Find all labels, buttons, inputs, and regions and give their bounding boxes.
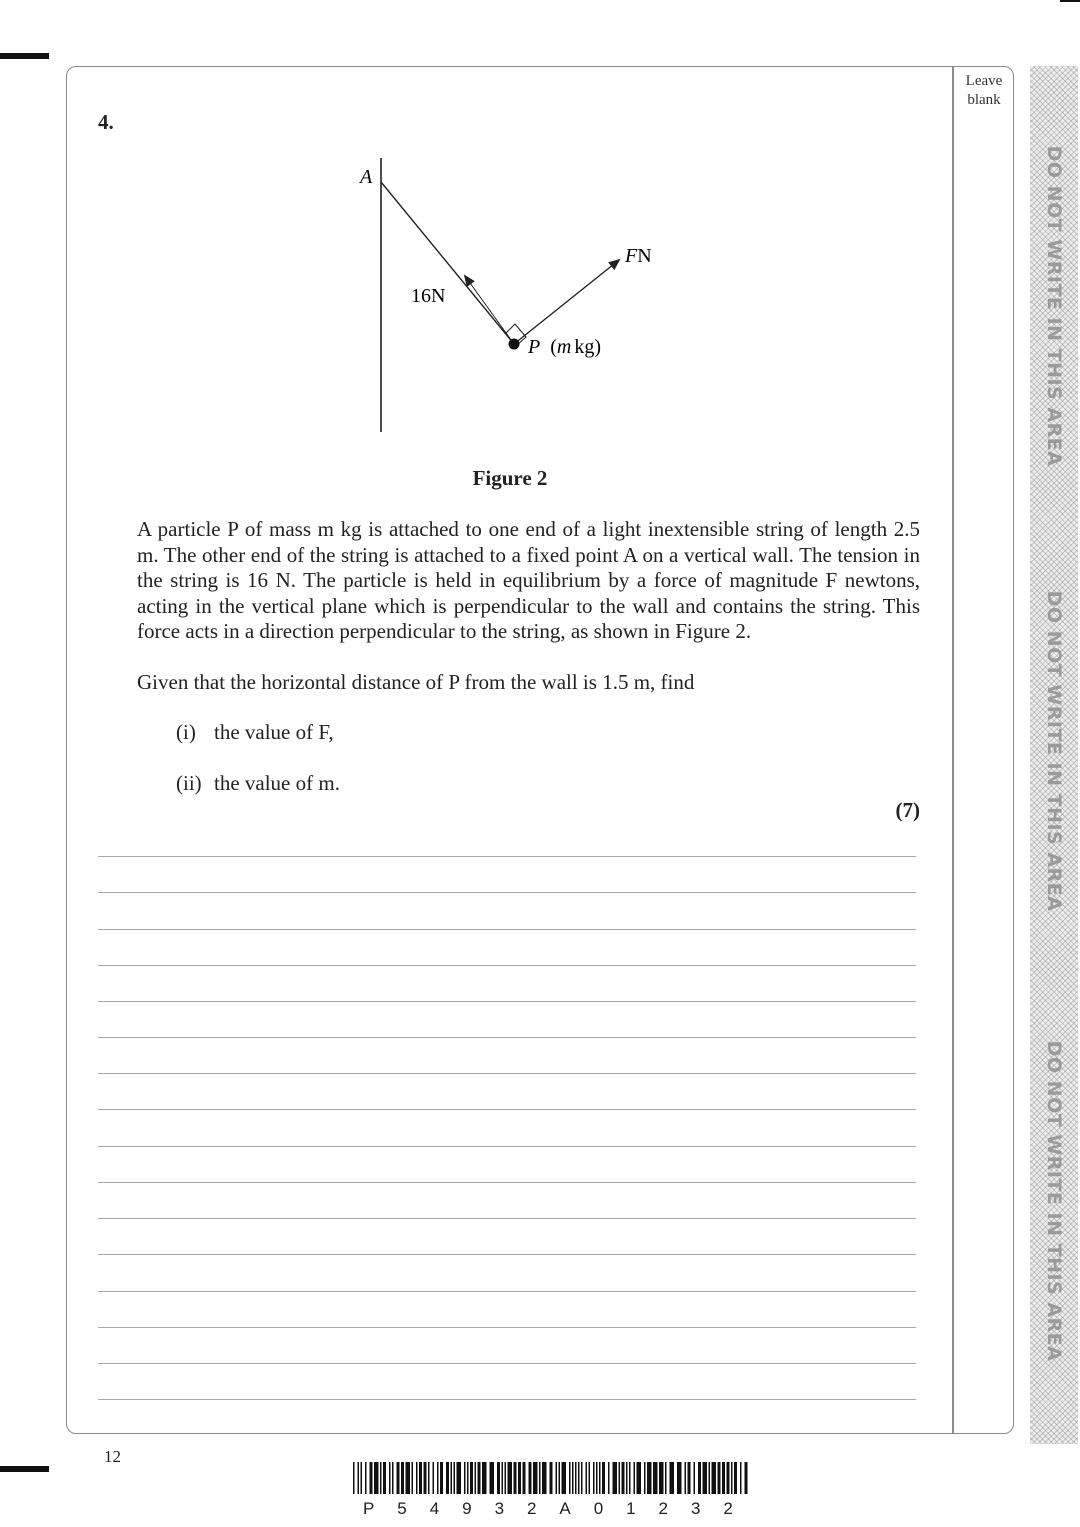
barcode-bar — [529, 1462, 532, 1494]
barcode-bar — [599, 1462, 601, 1494]
barcode-bar — [727, 1462, 730, 1494]
answer-line[interactable] — [98, 1291, 916, 1292]
barcode-bar — [497, 1462, 500, 1494]
barcode-char: 4 — [429, 1499, 440, 1518]
answer-line[interactable] — [98, 1254, 916, 1255]
barcode-bar — [647, 1462, 652, 1494]
barcode-bar — [622, 1462, 625, 1494]
part-ii-text: the value of m. — [214, 771, 340, 795]
barcode — [353, 1462, 753, 1494]
barcode-char: A — [559, 1499, 571, 1518]
barcode-bar — [401, 1462, 404, 1494]
answer-line[interactable] — [98, 1399, 916, 1400]
barcode-bar — [361, 1462, 363, 1494]
label-point-a: A — [360, 166, 373, 188]
tension-arrow — [465, 276, 514, 344]
barcode-bar — [482, 1462, 487, 1494]
question-instruction: Given that the horizontal distance of P from the wall is 1.5 m, find — [137, 670, 695, 694]
answer-line[interactable] — [98, 1218, 916, 1219]
barcode-bar — [694, 1462, 696, 1494]
leave-blank-line1: Leave — [965, 73, 1003, 89]
barcode-bar — [626, 1462, 628, 1494]
barcode-bar — [685, 1462, 687, 1494]
barcode-char: 2 — [526, 1499, 537, 1518]
barcode-bar — [593, 1462, 595, 1494]
barcode-char: 0 — [593, 1499, 604, 1518]
label-tension: 16N — [411, 285, 446, 307]
barcode-bar — [556, 1462, 558, 1494]
barcode-bar — [353, 1462, 355, 1494]
barcode-bar — [745, 1462, 748, 1494]
barcode-bar — [731, 1462, 733, 1494]
barcode-char: 3 — [494, 1499, 505, 1518]
barcode-bar — [637, 1462, 642, 1494]
barcode-bar — [539, 1462, 541, 1494]
barcode-bar — [424, 1462, 427, 1494]
barcode-bar — [718, 1462, 721, 1494]
answer-line[interactable] — [98, 1182, 916, 1183]
barcode-bar — [502, 1462, 504, 1494]
barcode-char: P — [363, 1499, 375, 1518]
barcode-bar — [392, 1462, 394, 1494]
barcode-bar — [572, 1462, 574, 1494]
answer-line[interactable] — [98, 1327, 916, 1328]
barcode-bar — [634, 1462, 636, 1494]
question-number: 4. — [98, 110, 114, 134]
barcode-bar — [416, 1462, 418, 1494]
force-arrow — [514, 260, 619, 344]
barcode-bar — [559, 1462, 561, 1494]
barcode-bar — [562, 1462, 567, 1494]
barcode-bar — [653, 1462, 658, 1494]
barcode-bar — [629, 1462, 631, 1494]
answer-line[interactable] — [98, 929, 916, 930]
registration-mark-top-left — [0, 53, 49, 59]
marks-total: (7) — [895, 798, 920, 822]
barcode-bar — [703, 1462, 708, 1494]
barcode-char: 1 — [626, 1499, 636, 1518]
string-line — [381, 182, 514, 344]
answer-line[interactable] — [98, 1037, 916, 1038]
barcode-bar — [451, 1462, 453, 1494]
barcode-bar — [470, 1462, 473, 1494]
barcode-bar — [575, 1462, 577, 1494]
barcode-bar — [358, 1462, 360, 1494]
barcode-bar — [740, 1462, 742, 1494]
barcode-bar — [533, 1462, 538, 1494]
barcode-char: 3 — [690, 1499, 701, 1518]
barcode-bar — [475, 1462, 477, 1494]
barcode-bar — [677, 1462, 682, 1494]
leave-blank-line2: blank — [967, 92, 1001, 108]
barcode-bar — [698, 1462, 701, 1494]
barcode-char: 5 — [397, 1499, 407, 1518]
barcode-bar — [380, 1462, 382, 1494]
barcode-bar — [709, 1462, 711, 1494]
barcode-bar — [389, 1462, 391, 1494]
barcode-bar — [578, 1462, 580, 1494]
figure-caption: Figure 2 — [472, 466, 548, 490]
part-i-label: (i) — [176, 720, 196, 744]
barcode-bar — [581, 1462, 583, 1494]
barcode-bar — [457, 1462, 462, 1494]
barcode-bar — [433, 1462, 435, 1494]
barcode-bar — [665, 1462, 667, 1494]
barcode-bar — [464, 1462, 466, 1494]
barcode-bar — [478, 1462, 481, 1494]
answer-line[interactable] — [98, 965, 916, 966]
leave-blank-column-divider — [952, 67, 954, 1433]
barcode-bar — [596, 1462, 598, 1494]
barcode-bar — [586, 1462, 588, 1494]
barcode-bar — [490, 1462, 495, 1494]
barcode-char: 2 — [723, 1499, 733, 1518]
answer-line[interactable] — [98, 1363, 916, 1364]
barcode-bar — [505, 1462, 507, 1494]
barcode-bar — [514, 1462, 517, 1494]
question-paragraph: A particle P of mass m kg is attached to one end of a light inextensible string of length 2.5 m. The other end of the string is attached to a fixed point A on a vertical wall. The tension in the string is 16 N. The particle is held in equilibrium by a force of magnitude F newtons, acting in the vertical plane which is perpendicular to the wall and contains the string. This force acts in a direction perpendicular to the string, as shown in Figure 2. — [137, 517, 920, 643]
answer-line[interactable] — [98, 1109, 916, 1110]
barcode-bar — [419, 1462, 422, 1494]
barcode-bar — [365, 1462, 367, 1494]
barcode-bar — [712, 1462, 717, 1494]
barcode-bar — [550, 1462, 553, 1494]
barcode-text — [363, 1499, 733, 1519]
barcode-bar — [467, 1462, 469, 1494]
barcode-bar — [602, 1462, 605, 1494]
barcode-char: 2 — [658, 1499, 669, 1518]
answer-line[interactable] — [98, 1001, 916, 1002]
barcode-bar — [446, 1462, 449, 1494]
barcode-bar — [518, 1462, 521, 1494]
answer-line[interactable] — [98, 1146, 916, 1147]
barcode-bar — [688, 1462, 691, 1494]
barcode-bar — [734, 1462, 737, 1494]
barcode-bar — [508, 1462, 513, 1494]
barcode-bar — [644, 1462, 646, 1494]
figure-2-diagram — [300, 150, 680, 440]
registration-mark-top-right — [1060, 0, 1080, 2]
registration-mark-bottom-left — [0, 1466, 49, 1472]
barcode-bar — [523, 1462, 526, 1494]
answer-line[interactable] — [98, 1073, 916, 1074]
leave-blank-label — [956, 72, 1012, 110]
answer-line[interactable] — [98, 856, 916, 857]
barcode-bar — [569, 1462, 571, 1494]
barcode-bar — [542, 1462, 547, 1494]
barcode-bar — [722, 1462, 725, 1494]
barcode-bar — [428, 1462, 430, 1494]
barcode-bar — [608, 1462, 610, 1494]
barcode-bar — [406, 1462, 411, 1494]
barcode-bar — [437, 1462, 439, 1494]
barcode-bar — [383, 1462, 386, 1494]
part-ii-label: (ii) — [176, 771, 202, 795]
particle-p — [509, 339, 520, 350]
page-number: 12 — [104, 1447, 121, 1466]
barcode-bar — [374, 1462, 379, 1494]
part-i-text: the value of F, — [214, 720, 334, 744]
barcode-char: 9 — [462, 1499, 472, 1518]
barcode-bar — [619, 1462, 621, 1494]
barcode-bar — [454, 1462, 456, 1494]
barcode-bar — [397, 1462, 400, 1494]
answer-line[interactable] — [98, 892, 916, 893]
barcode-bar — [412, 1462, 414, 1494]
barcode-bar — [670, 1462, 675, 1494]
barcode-bar — [440, 1462, 443, 1494]
barcode-bar — [370, 1462, 373, 1494]
label-force: FN — [625, 245, 652, 267]
barcode-bar — [613, 1462, 618, 1494]
barcode-bar — [659, 1462, 664, 1494]
barcode-bar — [589, 1462, 591, 1494]
label-particle: P (m kg) — [528, 336, 602, 358]
